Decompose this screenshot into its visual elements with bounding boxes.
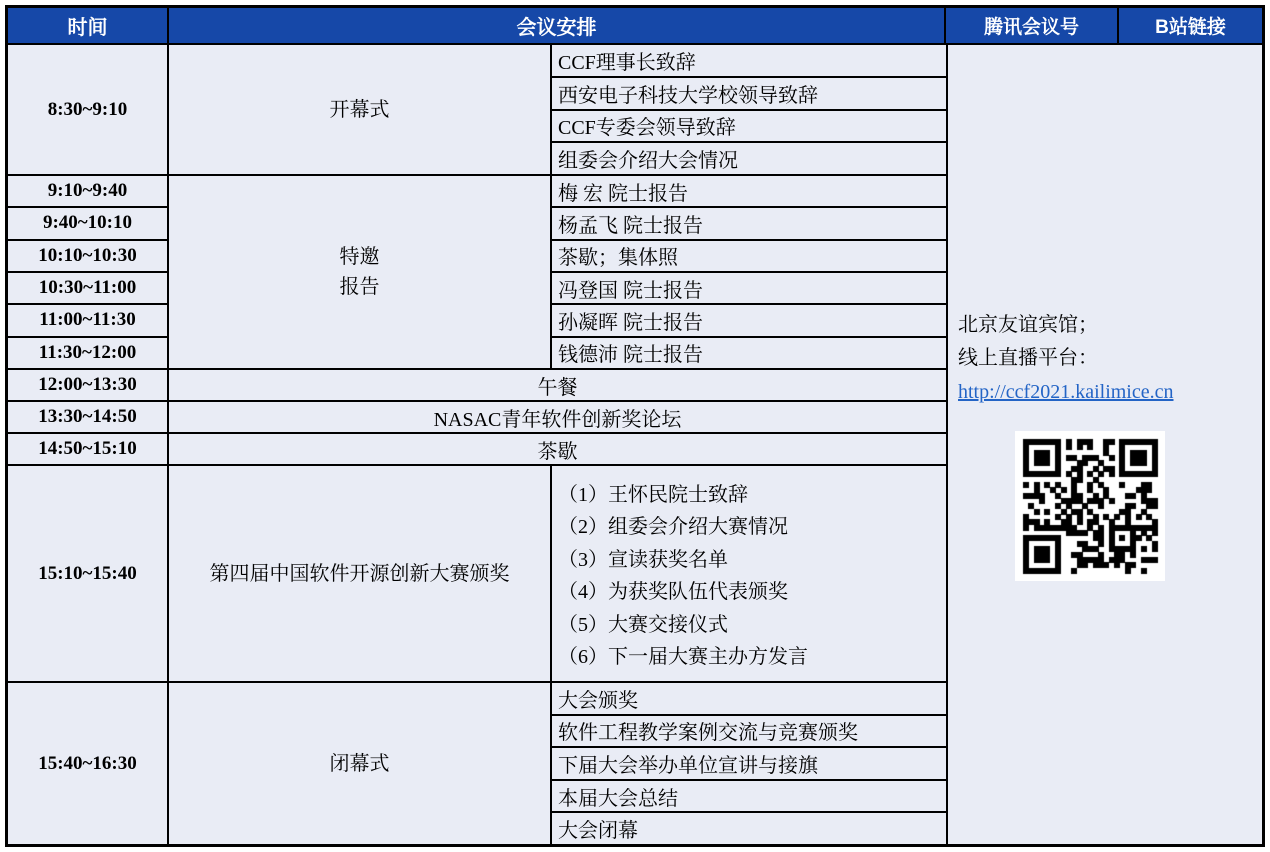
time-cell: 10:10~10:30 (8, 241, 167, 273)
full-width-rows (8, 370, 946, 466)
closing-block (8, 683, 946, 844)
live-stream-link[interactable]: http://ccf2021.kailimice.cn (958, 380, 1174, 403)
opening-block (8, 45, 946, 176)
agenda-item: 西安电子科技大学校领导致辞 (552, 78, 946, 111)
award-agenda-item: （5）大赛交接仪式 (558, 613, 728, 636)
header-tencent-meeting: 腾讯会议号 (946, 8, 1119, 43)
header-bilibili-link: B站链接 (1155, 17, 1226, 38)
agenda-item: 大会闭幕 (558, 820, 638, 843)
table-header-row (8, 8, 1262, 45)
venue-column (946, 45, 1262, 844)
schedule-table (5, 5, 1265, 847)
time-cell: 14:50~15:10 (8, 434, 169, 464)
agenda-item: 梅 宏 院士报告 (552, 176, 946, 208)
keynote-session-cell (169, 176, 552, 368)
full-width-row (8, 434, 946, 466)
agenda-item: 孙凝晖 院士报告 (552, 305, 946, 337)
venue-info (958, 309, 1256, 409)
keynote-session-line1: 特邀 (339, 246, 380, 268)
header-time: 时间 (8, 8, 169, 43)
keynote-block (8, 176, 946, 370)
agenda-item: 大会颁奖 (552, 683, 946, 716)
award-agenda-item: （3）宣读获奖名单 (558, 548, 728, 571)
time-cell: 12:00~13:30 (8, 370, 169, 400)
time-cell: 11:00~11:30 (8, 305, 167, 337)
agenda-item: 茶歇；集体照 (552, 241, 946, 273)
agenda-item: 下届大会举办单位宣讲与接旗 (552, 748, 946, 781)
schedule-rows (8, 45, 946, 844)
award-items (552, 466, 946, 681)
closing-session-cell: 闭幕式 (169, 683, 552, 844)
agenda-item: CCF专委会领导致辞 (552, 111, 946, 144)
time-cell: 8:30~9:10 (8, 45, 169, 174)
time-cell: 15:40~16:30 (8, 683, 169, 844)
header-schedule: 会议安排 (169, 8, 946, 43)
opening-items (552, 45, 946, 174)
opening-session-cell: 开幕式 (169, 45, 552, 174)
agenda-item: 午餐 (537, 376, 578, 399)
table-body (8, 45, 1262, 844)
time-cell: 11:30~12:00 (38, 341, 137, 363)
agenda-item: CCF理事长致辞 (552, 45, 946, 78)
agenda-item: 钱德沛 院士报告 (558, 344, 703, 367)
keynote-items (552, 176, 946, 368)
award-session-cell: 第四届中国软件开源创新大赛颁奖 (169, 466, 552, 681)
award-agenda-item: （6）下一届大赛主办方发言 (558, 646, 808, 669)
award-block (8, 466, 946, 683)
agenda-item: 冯登国 院士报告 (552, 273, 946, 305)
qr-code (1015, 431, 1165, 581)
agenda-item: 茶歇 (537, 440, 578, 463)
time-cell: 10:30~11:00 (8, 273, 167, 305)
agenda-item: 本届大会总结 (552, 781, 946, 814)
time-cell: 9:10~9:40 (8, 176, 167, 208)
time-cell: 9:40~10:10 (8, 208, 167, 240)
time-cell: 15:10~15:40 (8, 466, 169, 681)
agenda-item: 软件工程教学案例交流与竞赛颁奖 (552, 716, 946, 749)
closing-items (552, 683, 946, 844)
award-agenda-item: （4）为获奖队伍代表颁奖 (558, 581, 788, 604)
qr-code-canvas (1015, 431, 1165, 581)
award-agenda-item: （1）王怀民院士致辞 (558, 483, 748, 506)
time-cell: 13:30~14:50 (8, 402, 169, 432)
award-agenda-item: （2）组委会介绍大赛情况 (558, 516, 788, 539)
agenda-item: 组委会介绍大会情况 (558, 150, 738, 173)
agenda-item: 杨孟飞 院士报告 (552, 208, 946, 240)
venue-line2: 线上直播平台： (958, 346, 1098, 369)
agenda-item: NASAC青年软件创新奖论坛 (433, 408, 682, 431)
venue-line1: 北京友谊宾馆； (958, 313, 1098, 336)
full-width-row (8, 402, 946, 434)
full-width-row (8, 370, 946, 402)
keynote-times (8, 176, 169, 368)
keynote-session-line2: 报告 (339, 276, 380, 298)
